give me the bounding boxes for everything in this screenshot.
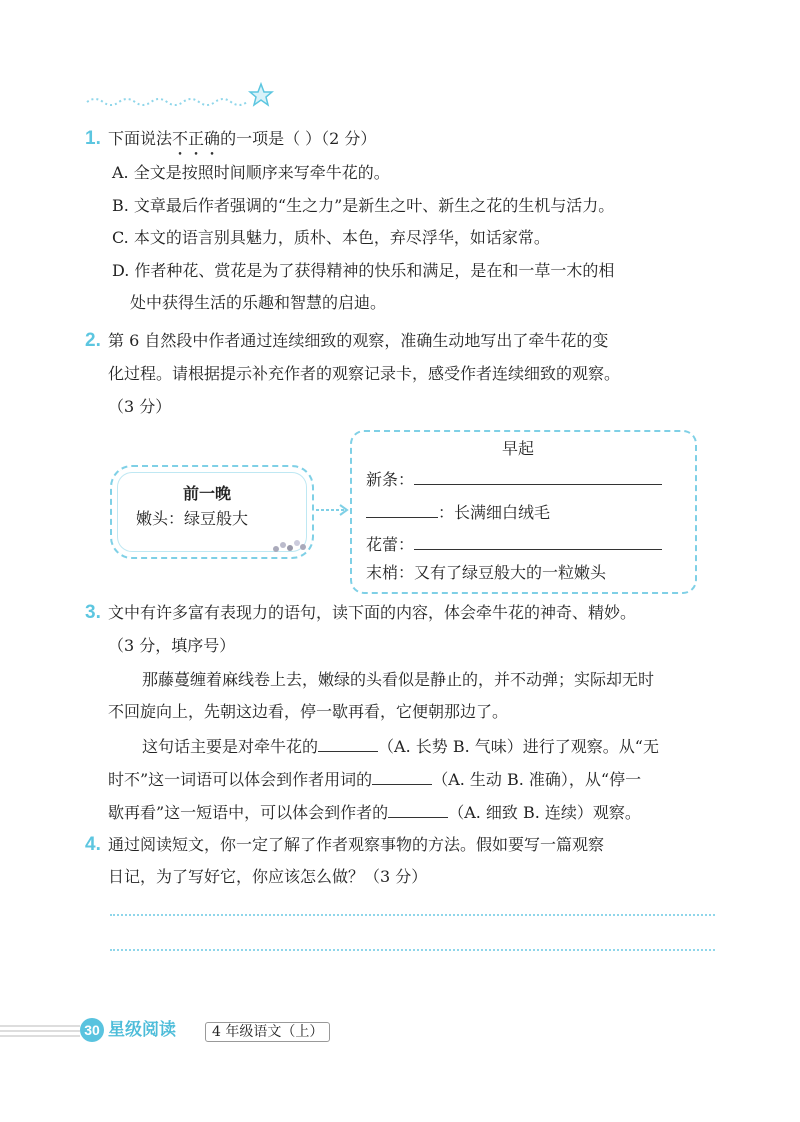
evening-card-title: 前一晚 xyxy=(183,484,232,503)
q3-quote-2: 不回旋向上，先朝这边看，停一歇再看，它便朝那边了。 xyxy=(108,702,509,721)
q4-line-2: 日记，为了写好它，你应该怎么做？（3 分） xyxy=(108,867,428,886)
q1-number: 1. xyxy=(85,128,101,149)
q1-option-b: B. 文章最后作者强调的“生之力”是新生之叶、新生之花的生机与活力。 xyxy=(112,196,615,215)
q3-line-1: 文中有许多富有表现力的语句，读下面的内容，体会牵牛花的神奇、精妙。 xyxy=(108,603,637,622)
morning-row-2-text: ：长满细白绒毛 xyxy=(438,503,551,522)
q4-line-1: 通过阅读短文，你一定了解了作者观察事物的方法。假如要写一篇观察 xyxy=(108,835,605,854)
q3-blank-2[interactable] xyxy=(372,768,432,785)
q3-fill-line-3 xyxy=(108,801,641,824)
q1-stem xyxy=(108,128,376,150)
q3-fill-2b: （A. 生动 B. 准确），从“停一 xyxy=(432,770,642,789)
morning-row-3 xyxy=(366,533,662,556)
q1-stem-a: 下面说法 xyxy=(108,129,173,148)
q3-blank-3[interactable] xyxy=(388,801,448,818)
morning-row-3-label: 花蕾： xyxy=(366,535,415,554)
morning-row-4: 末梢：又有了绿豆般大的一粒嫩头 xyxy=(366,563,607,582)
morning-row-2 xyxy=(366,501,550,524)
q3-fill-1a: 这句话主要是对牵牛花的 xyxy=(142,737,319,756)
arrow-icon xyxy=(316,503,350,517)
q2-number: 2. xyxy=(85,330,101,351)
q3-fill-line-2 xyxy=(108,768,641,791)
q4-number: 4. xyxy=(85,834,101,855)
morning-row-1-label: 新条： xyxy=(366,470,415,489)
morning-row-1-blank[interactable] xyxy=(414,468,662,485)
q3-fill-3b: （A. 细致 B. 连续）观察。 xyxy=(448,803,641,822)
morning-row-3-blank[interactable] xyxy=(414,533,662,550)
morning-card-title: 早起 xyxy=(502,439,535,458)
q2-line-1: 第 6 自然段中作者通过连续细致的观察，准确生动地写出了牵牛花的变 xyxy=(108,331,609,350)
q3-fill-3a: 歇再看”这一短语中，可以体会到作者的 xyxy=(108,803,389,822)
page-number: 30 xyxy=(80,1018,104,1042)
q3-number: 3. xyxy=(85,602,101,623)
q3-blank-1[interactable] xyxy=(318,735,378,752)
q3-fill-1b: （A. 长势 B. 气味）进行了观察。从“无 xyxy=(378,737,659,756)
q2-line-3: （3 分） xyxy=(108,397,172,416)
leaf-decoration-icon xyxy=(270,535,310,555)
morning-row-1 xyxy=(366,468,662,491)
q1-stem-dot-1: 不 xyxy=(172,129,189,148)
q4-answer-line-1[interactable] xyxy=(110,914,715,916)
morning-row-2-blank[interactable] xyxy=(366,501,438,518)
footer-lines-decoration xyxy=(0,1022,80,1042)
q1-option-a: A. 全文是按照时间顺序来写牵牛花的。 xyxy=(112,163,390,182)
grade-label: 4 年级语文（上） xyxy=(205,1022,330,1042)
q3-line-2: （3 分，填序号） xyxy=(108,636,236,655)
q3-quote-1: 那藤蔓缠着麻线卷上去，嫩绿的头看似是静止的，并不动弹；实际却无时 xyxy=(142,670,655,689)
star-icon xyxy=(248,82,274,108)
q3-fill-2a: 时不”这一词语可以体会到作者用词的 xyxy=(108,770,373,789)
brand-logo: 星级阅读 xyxy=(108,1020,176,1040)
q1-stem-b: 的一项是（ ）（2 分） xyxy=(220,129,377,148)
evening-card-content: 嫩头：绿豆般大 xyxy=(136,509,249,528)
q1-option-c: C. 本文的语言别具魅力，质朴、本色，弃尽浮华，如话家常。 xyxy=(112,228,550,247)
q1-option-d: D. 作者种花、赏花是为了获得精神的快乐和满足，是在和一草一木的相 xyxy=(112,261,615,280)
q2-line-2: 化过程。请根据提示补充作者的观察记录卡，感受作者连续细致的观察。 xyxy=(108,364,621,383)
q1-stem-dot-2: 正 xyxy=(188,129,205,148)
q3-fill-line-1 xyxy=(142,735,659,758)
q4-answer-line-2[interactable] xyxy=(110,949,715,951)
q1-stem-dot-3: 确 xyxy=(204,129,221,148)
q1-option-d-cont: 处中获得生活的乐趣和智慧的启迪。 xyxy=(130,293,387,312)
